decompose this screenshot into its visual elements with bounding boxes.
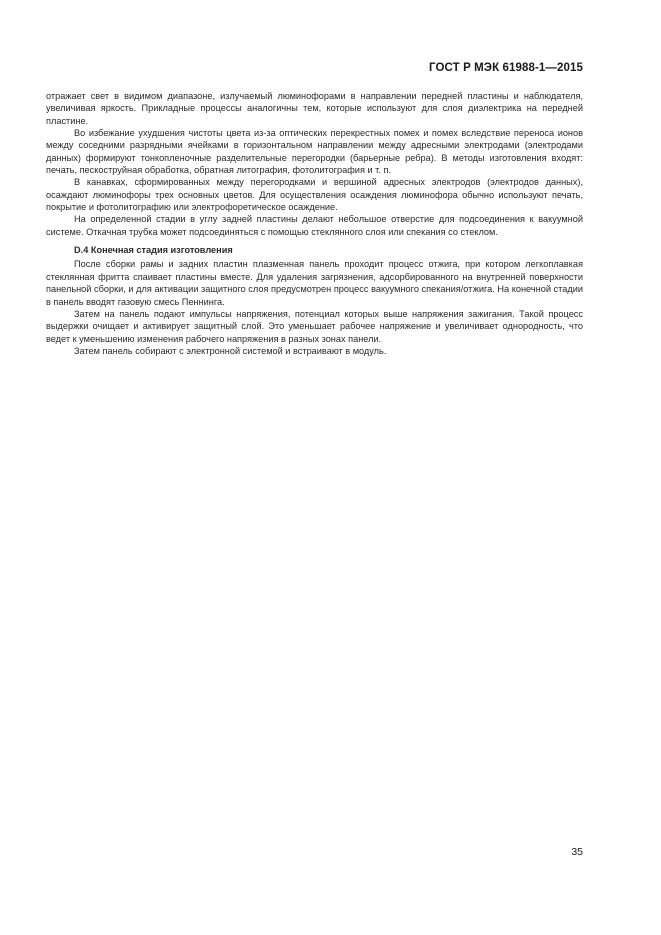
document-body [46,90,583,357]
paragraph-aging: Затем на панель подают импульсы напряжения, потенциал которых выше напряжения зажигания. Такой процесс выдержки очищает и активирует защитный слой. Это уменьшает рабочее напряжение и увеличивает однородность, что ведет к уменьшению изменения рабочего напряжения в разных зонах панели. [46,308,583,344]
paragraph-continuation: отражает свет в видимом диапазоне, излучаемый люминофорами в направлении передней пластины и наблюдателя, увеличивая яркость. Прикладные процессы аналогичны тем, которые используют для слоя диэлектрика на передней пластине. [46,91,583,126]
page-number: 35 [571,846,583,858]
paragraph-vacuum-hole: На определенной стадии в углу задней пластины делают небольшое отверстие для подсоединения к вакуумной системе. Откачная трубка может подсоединяться с помощью стеклянного слоя или спекания со стеклом. [46,214,583,237]
paragraph-phosphor-deposition: В канавках, сформированных между перегородками и вершиной адресных электродов (электродов данных), осаждают люминофоры трех основных цветов. Для осуществления осаждения люминофора обычно используют печать, покрытие и фотолитографию или электрофоретическое осаждение. [46,177,583,213]
paragraph-annealing: После сборки рамы и задних пластин плазменная панель проходит процесс отжига, при котором легкоплавкая стеклянная фритта спаивает пластины вместе. Для удаления загрязнения, адсорбированного на внутренней поверхности панельной сборки, и для активации защитного слоя предусмотрен процесс вакуумного спекания/отжига. На конечной стадии в панель вводят газовую смесь Пеннинга. [46,259,583,307]
section-heading-d4: D.4 Конечная стадия изготовления [74,245,233,256]
page-header-standard-code: ГОСТ Р МЭК 61988-1—2015 [429,62,583,74]
paragraph-assembly: Затем панель собирают с электронной системой и встраивают в модуль. [74,345,387,356]
paragraph-barrier-ribs: Во избежание ухудшения чистоты цвета из-за оптических перекрестных помех и помех вследствие переноса ионов между соседними разрядными ячейками в горизонтальном направлении между адресными электродами (электродами данных) формируют тонкопленочные разделительные перегородки (барьерные ребра). В методы изготовления входят: печать, пескоструйная обработка, обратная литография, фотолитография и т. п. [46,128,583,176]
